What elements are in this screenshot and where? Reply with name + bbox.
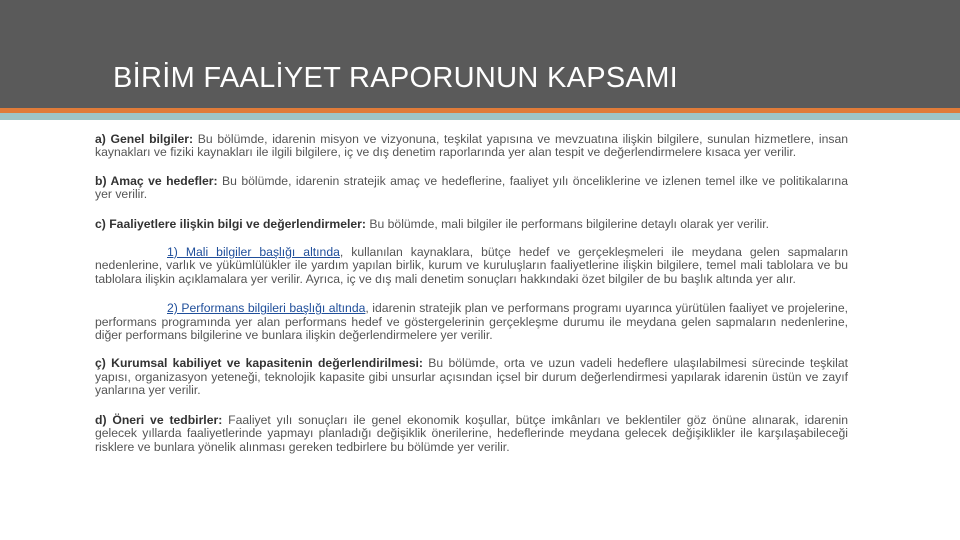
section-heading: c) Faaliyetlere ilişkin bilgi ve değerlendirmeler: bbox=[95, 216, 366, 231]
section-text: Faaliyet yılı sonuçları ile genel ekonomik koşullar, bütçe imkânları ve beklentiler göz önüne alınarak, idarenin gelecek yıllarda faaliyetlerinde yapmayı planladığı değişiklik önerilerine, hedeflerinde meydana gelecek değişiklikler ile karşılaşabileceği risklere ve bunlara yönelik alınması gereken tedbirlere bu bölümde yer verilir. bbox=[95, 412, 849, 454]
accent-stripe-teal bbox=[0, 113, 960, 120]
section-capacity bbox=[95, 357, 848, 397]
section-text: , idarenin stratejik plan ve performans programı uyarınca yürütülen faaliyet ve projelerine, performans programında yer alan performans hedef ve göstergelerinin gerçekleşme durumu ile meydana gelen sapmaların nedenlerine, diğer performans bilgilerine ve bunlara ilişkin değerlendirmelere yer verilir. bbox=[95, 301, 848, 343]
section-text: Bu bölümde, orta ve uzun vadeli hedeflere ulaşılabilmesi sürecinde teşkilat yapısı, organizasyon yeteneği, teknolojik kapasite gibi unsurlar açısından içsel bir durum değerlendirmesi yapılarak idarenin üstün ve zayıf yanlarına yer verilir. bbox=[95, 356, 848, 398]
subsection-performance-info bbox=[95, 302, 848, 342]
financial-info-link[interactable]: 1) Mali bilgiler başlığı altında bbox=[167, 245, 340, 260]
slide-body bbox=[95, 133, 848, 454]
performance-info-link[interactable]: 2) Performans bilgileri başlığı altında bbox=[167, 301, 366, 316]
section-general-info bbox=[95, 133, 848, 160]
section-text: Bu bölümde, mali bilgiler ile performans bilgilerine detaylı olarak yer verilir. bbox=[365, 216, 769, 231]
section-heading: a) Genel bilgiler: bbox=[95, 132, 194, 146]
section-heading: d) Öneri ve tedbirler: bbox=[95, 412, 223, 427]
section-text: Bu bölümde, idarenin misyon ve vizyonuna, teşkilat yapısına ve mevzuatına ilişkin bilgilere, sunulan hizmetlere, insan kaynakları ve fiziki kaynakları ile ilgili bilgilere, iç ve dış denetim raporlarında yer alan tespit ve değerlendirmelere kısaca yer verilir. bbox=[95, 132, 848, 160]
section-heading: ç) Kurumsal kabiliyet ve kapasitenin değerlendirilmesi: bbox=[95, 356, 423, 371]
section-text: Bu bölümde, idarenin stratejik amaç ve hedeflerine, faaliyet yılı önceliklerine ve izlenen temel ilke ve politikalarına yer verilir. bbox=[95, 173, 848, 202]
subsection-financial-info bbox=[95, 246, 848, 286]
section-text: , kullanılan kaynaklara, bütçe hedef ve gerçekleşmeleri ile meydana gelen sapmaların nedenlerine, varlık ve yükümlülükler ile yardım yapılan birlik, kurum ve kuruluşların faaliyetlerine ilişkin bilgilere, temel mali tablolara ve bu tablolara ilişkin açıklamalara yer verilir. Ayrıca, iç ve dış mali denetim sonuçları hakkındaki özet bilgiler de bu başlık altında yer alır. bbox=[95, 245, 849, 286]
section-heading: b) Amaç ve hedefler: bbox=[95, 173, 218, 188]
section-activities bbox=[95, 218, 848, 231]
section-goals bbox=[95, 175, 848, 202]
slide-header bbox=[0, 0, 960, 108]
section-recommendations bbox=[95, 414, 848, 454]
page-title: BİRİM FAALİYET RAPORUNUN KAPSAMI bbox=[113, 62, 679, 94]
